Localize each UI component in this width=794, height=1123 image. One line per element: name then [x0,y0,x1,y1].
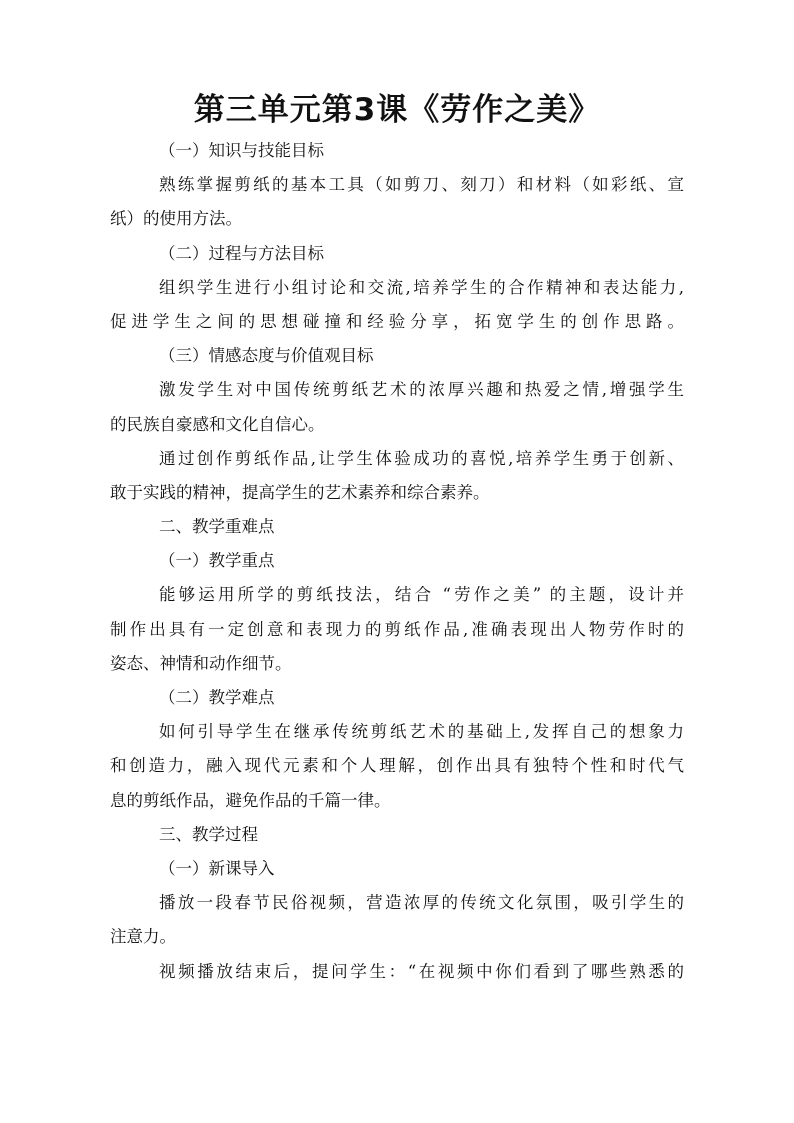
paragraph-line: 息的剪纸作品，避免作品的千篇一律。 [110,790,391,810]
section-heading: （三）情感态度与价值观目标 [159,346,374,366]
paragraph-line: 制作出具有一定创意和表现力的剪纸作品,准确表现出人物劳作时的 [110,619,684,639]
paragraph-line: 和创造力，融入现代元素和个人理解，创作出具有独特个性和时代气 [110,756,684,776]
paragraph-line: 姿态、神情和动作细节。 [110,653,292,673]
paragraph-line: 如何引导学生在继承传统剪纸艺术的基础上,发挥自己的想象力 [159,722,684,742]
paragraph-line: 熟练掌握剪纸的基本工具（如剪刀、刻刀）和材料（如彩纸、宣 [159,175,684,195]
paragraph-line: 组织学生进行小组讨论和交流,培养学生的合作精神和表达能力, [159,277,684,297]
paragraph-line: 敢于实践的精神，提高学生的艺术素养和综合素养。 [110,482,490,502]
paragraph-line: 播放一段春节民俗视频，营造浓厚的传统文化氛围，吸引学生的 [159,893,684,913]
paragraph-line: 促进学生之间的思想碰撞和经验分享，拓宽学生的创作思路。 [110,311,684,331]
paragraph-line: 注意力。 [110,927,176,947]
chapter-heading: 三、教学过程 [159,824,258,844]
document-title: 第三单元第3课《劳作之美》 [193,92,601,128]
section-heading: （一）新课导入 [159,858,275,878]
section-heading: （一）知识与技能目标 [159,141,324,160]
paragraph-line: 的民族自豪感和文化自信心。 [110,414,325,434]
section-heading: （一）教学重点 [159,551,275,571]
section-heading: （二）教学难点 [159,688,275,707]
section-heading: （二）过程与方法目标 [159,243,324,263]
paragraph-line: 激发学生对中国传统剪纸艺术的浓厚兴趣和热爱之情,增强学生 [159,380,684,400]
paragraph-line: 通过创作剪纸作品,让学生体验成功的喜悦,培养学生勇于创新、 [159,448,684,468]
paragraph-line: 能够运用所学的剪纸技法，结合 “劳作之美” 的主题，设计并 [159,585,684,605]
chapter-heading: 二、教学重难点 [159,517,275,537]
paragraph-line: 纸）的使用方法。 [110,209,242,229]
document-body [110,134,684,989]
paragraph-line: 视频播放结束后，提问学生：“在视频中你们看到了哪些熟悉的 [159,961,684,981]
